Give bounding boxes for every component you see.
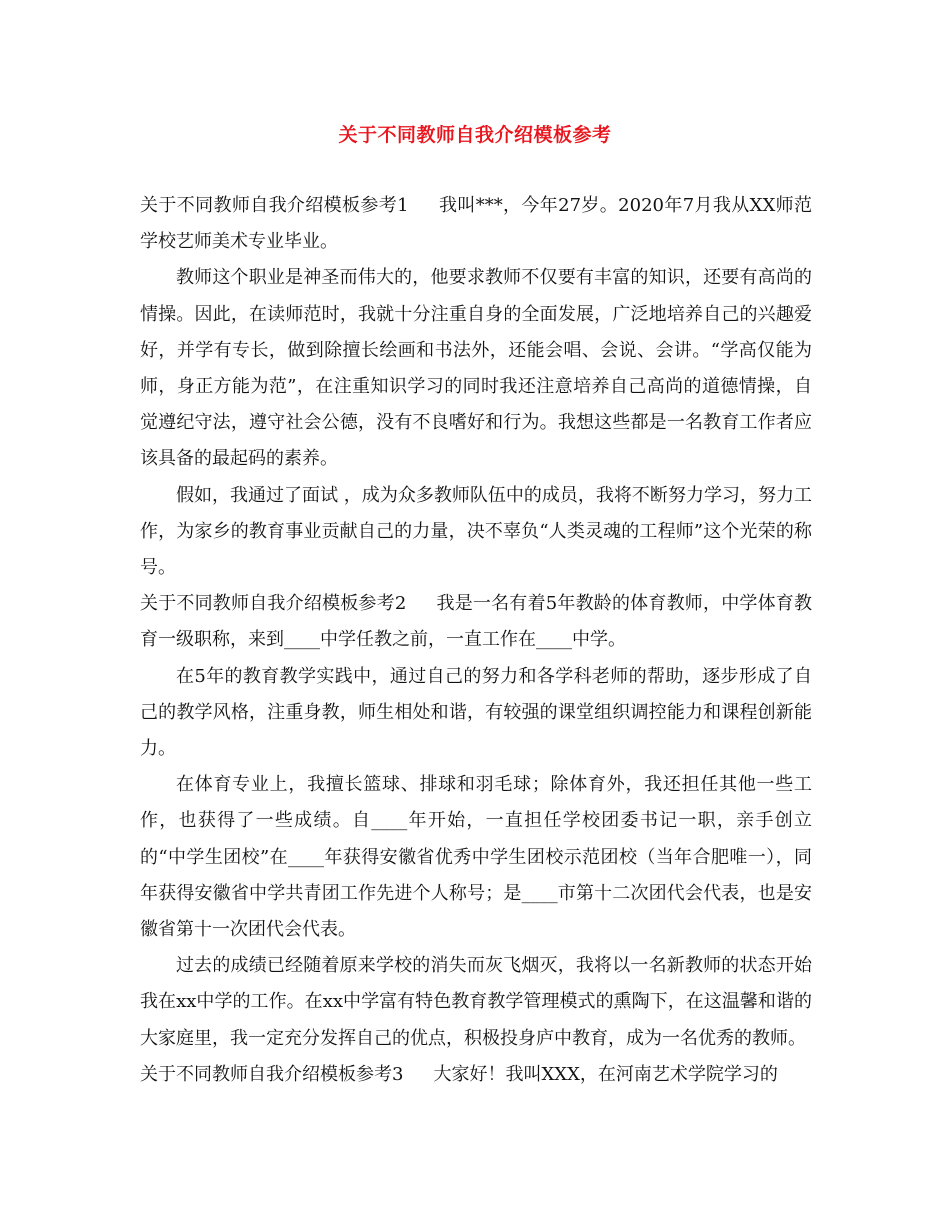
body-paragraph — [140, 478, 812, 587]
section-heading: 关于不同教师自我介绍模板参考3 — [140, 1063, 404, 1085]
paragraph-text: 过去的成绩已经随着原来学校的消失而灰飞烟灭，我将以一名新教师的状态开始我在xx中学的工作。在xx中学富有特色教育教学管理模式的熏陶下，在这温馨和谐的大家庭里，我一定充分发挥自己的优点，积极投身庐中教育，成为一名优秀的教师。 — [140, 955, 812, 1049]
body-paragraph — [140, 948, 812, 1057]
section-heading: 关于不同教师自我介绍模板参考1 — [140, 195, 409, 216]
paragraph-text: 在5年的教育教学实践中，通过自己的努力和各学科老师的帮助，逐步形成了自己的教学风格，注重身教，师生相处和谐，有较强的课堂组织调控能力和课程创新能力。 — [140, 665, 812, 760]
document-body — [140, 188, 812, 1093]
document-title: 关于不同教师自我介绍模板参考 — [338, 124, 612, 146]
paragraph-text: 我叫***，今年27岁。2020年7月我从XX师范学校艺师美术专业毕业。 — [140, 195, 812, 253]
section-heading: 关于不同教师自我介绍模板参考2 — [140, 593, 407, 615]
paragraph-text: 教师这个职业是神圣而伟大的，他要求教师不仅要有丰富的知识，还要有高尚的情操。因此，在读师范时，我就十分注重自身的全面发展，广泛地培养自己的兴趣爱好，并学有专长，做到除擅长绘画和书法外，还能会唱、会说、会讲。“学高仅能为师，身正方能为范”，在注重知识学习的同时我还注意培养自己高尚的道德情操，自觉遵纪守法，遵守社会公德，没有不良嗜好和行为。我想这些都是一名教育工作者应该具备的最起码的素养。 — [140, 267, 812, 470]
body-paragraph — [140, 260, 812, 477]
paragraph-text: 我是一名有着5年教龄的体育教师，中学体育教育一级职称，来到____中学任教之前，一直工作在____中学。 — [140, 593, 813, 651]
paragraph-text: 假如，我通过了面试 ，成为众多教师队伍中的成员，我将不断努力学习，努力工作，为家乡的教育事业贡献自己的力量，决不辜负“人类灵魂的工程师”这个光荣的称号。 — [140, 484, 812, 579]
body-paragraph — [140, 659, 812, 768]
section-paragraph — [140, 188, 812, 260]
paragraph-text: 大家好！我叫XXX，在河南艺术学院学习的 — [433, 1063, 778, 1085]
section-paragraph — [140, 586, 812, 658]
paragraph-text: 在体育专业上，我擅长篮球、排球和羽毛球；除体育外，我还担任其他一些工作，也获得了一些成绩。自____年开始，一直担任学校团委书记一职，亲手创立的“中学生团校”在____年获得安徽省优秀中学生团校示范团校（当年合肥唯一），同年获得安徽省中学共青团工作先进个人称号；是____市第十二次团代会代表，也是安徽省第十一次团代会代表。 — [140, 774, 812, 941]
body-paragraph — [140, 767, 812, 948]
section-paragraph — [140, 1057, 812, 1093]
